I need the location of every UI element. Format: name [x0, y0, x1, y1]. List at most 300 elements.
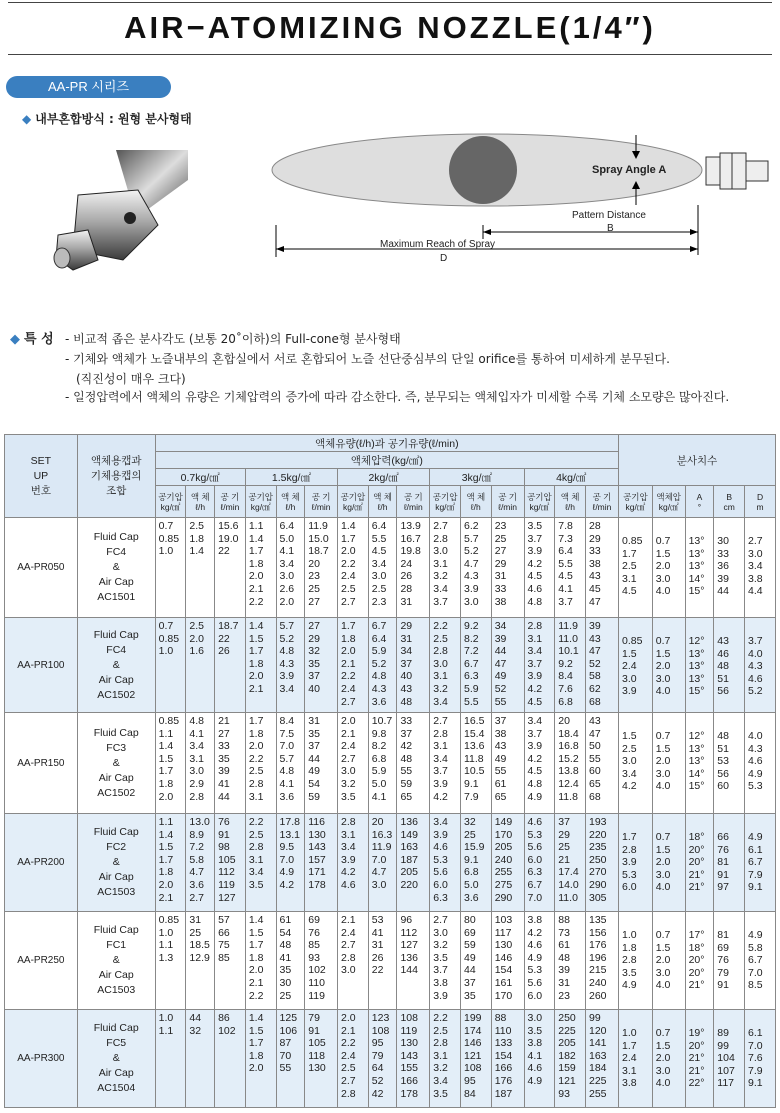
cell-value: 17°	[688, 929, 705, 941]
data-cell	[397, 518, 430, 618]
cell-value: 1.7	[248, 545, 264, 558]
cell-value: 3.9	[621, 856, 637, 869]
cell-value: 22	[218, 545, 230, 558]
data-cell	[305, 912, 338, 1010]
cell-value: 22	[218, 632, 230, 645]
cell-value: 21°	[688, 1064, 705, 1077]
cell-value: 255	[588, 1087, 607, 1100]
cell-value: 6.7	[463, 657, 479, 670]
cell-value: 52	[371, 1074, 384, 1087]
cell-value: 1.5	[621, 647, 637, 660]
cell-value: 24	[400, 557, 413, 570]
cell-value: 29	[308, 632, 320, 645]
cell-value: 3.4	[279, 557, 295, 570]
cell-value: 0.7	[655, 635, 671, 647]
cell-value: 69	[463, 926, 476, 939]
cell-value: 255	[494, 866, 513, 879]
cell-value: 3.8	[527, 914, 543, 926]
subheader-gas: 공 기 ℓ/min	[397, 486, 430, 518]
subheader-liq: 액 체 ℓ/h	[276, 486, 305, 518]
cell-value: 119	[400, 1024, 418, 1037]
nozzle-head-icon	[706, 153, 768, 189]
cell-value: 108	[463, 1062, 482, 1075]
data-cell	[491, 814, 524, 912]
cell-value: 2.6	[279, 582, 295, 595]
cell-value: 3.1	[248, 853, 264, 866]
cell-value: 59	[400, 777, 413, 790]
cell-value: 44	[494, 645, 507, 658]
cell-value: 6.7	[371, 620, 387, 632]
cell-value: 3.4	[621, 767, 637, 780]
cell-value: 5.3	[527, 828, 543, 841]
data-cell	[652, 713, 685, 814]
cell-value: 5.0	[371, 777, 387, 790]
cell-value: 2.2	[248, 752, 264, 765]
cell-value: 7.6	[748, 1052, 763, 1065]
cell-value: 27	[308, 620, 320, 632]
data-cell	[745, 518, 776, 618]
cell-value: 7.3	[558, 532, 573, 545]
subheader-air: 공기압 kg/㎠	[338, 486, 369, 518]
cell-value: 11.0	[558, 632, 578, 645]
cell-value: 6.0	[621, 881, 637, 894]
cell-value: 12.4	[558, 777, 579, 790]
cell-value: 4.2	[527, 752, 543, 765]
cell-value: 12°	[688, 635, 705, 647]
cell-value: 166	[400, 1074, 418, 1087]
cell-value: 4.8	[527, 777, 543, 790]
cell-value: 21°	[688, 881, 705, 894]
cell-value: 3.7	[433, 595, 448, 608]
cell-value: 4.1	[279, 777, 295, 790]
cell-value: 1.8	[248, 657, 264, 670]
cell-value: 14°	[688, 767, 705, 780]
data-cell	[155, 518, 186, 618]
data-cell	[397, 618, 430, 713]
data-cell	[215, 814, 246, 912]
cell-value: 3.1	[433, 1049, 448, 1062]
cell-value: 30	[279, 976, 292, 989]
cell-value: 58	[588, 670, 601, 683]
cell-value: 76	[717, 954, 729, 967]
set-up-number: AA-PR250	[5, 912, 78, 1010]
cell-value: 19.0	[218, 532, 239, 545]
cell-value: 4.9	[748, 767, 763, 780]
subheader-dim: 액체압 kg/㎠	[652, 486, 685, 518]
cell-value: 54	[279, 926, 292, 939]
cell-value: 2.7	[433, 715, 448, 727]
data-cell	[338, 912, 369, 1010]
cell-value: 2.0	[248, 964, 264, 977]
cell-value: 6.4	[279, 520, 295, 532]
cell-value: 0.7	[158, 520, 174, 532]
cell-value: 3.5	[433, 1087, 448, 1100]
cell-value: 7.2	[189, 841, 204, 854]
cell-value: 3.4	[433, 752, 448, 765]
cell-value: 1.7	[621, 1039, 637, 1052]
subheader-dim: B cm	[714, 486, 745, 518]
cell-value: 28	[588, 520, 601, 532]
port-hole	[124, 212, 136, 224]
cell-value: 1.5	[621, 730, 637, 742]
cell-value: 3.4	[189, 740, 204, 753]
header-dims: 분사치수	[618, 435, 775, 486]
cell-value: 6.8	[371, 752, 387, 765]
cell-value: 33	[494, 582, 507, 595]
cell-value: 61	[558, 939, 570, 952]
subheader-gas: 공 기 ℓ/min	[585, 486, 618, 518]
cell-value: 1.7	[341, 532, 356, 545]
cell-value: 97	[717, 881, 729, 894]
cell-value: 3.8	[433, 976, 448, 989]
cell-value: 37	[558, 816, 570, 828]
cell-value: 23	[558, 989, 570, 1002]
data-cell	[652, 618, 685, 713]
cell-value: 35	[279, 964, 292, 977]
cell-value: 3.1	[341, 828, 356, 841]
cell-value: 106	[279, 1024, 298, 1037]
cell-value: 43	[494, 740, 507, 753]
cell-value: 4.0	[655, 585, 671, 598]
cell-value: 7.9	[748, 1064, 763, 1077]
cell-value: 2.5	[433, 632, 448, 645]
diamond-icon: ◆	[10, 332, 20, 347]
data-cell	[305, 1010, 338, 1108]
cell-value: 121	[558, 1074, 576, 1087]
cell-value: 38	[494, 727, 507, 740]
cell-value: 3.8	[748, 572, 763, 585]
data-cell	[430, 518, 461, 618]
cell-value: 3.2	[433, 570, 448, 583]
cell-value: 6.4	[558, 545, 573, 558]
cell-value: 91	[717, 868, 729, 881]
cell-value: 3.4	[371, 557, 387, 570]
cell-value: 93	[558, 1087, 570, 1100]
cell-value: 15.0	[308, 532, 329, 545]
cell-value: 26	[371, 951, 384, 964]
cell-value: 38	[494, 595, 507, 608]
cell-value: 1.8	[248, 727, 264, 740]
cell-value: 4.9	[527, 790, 543, 803]
cell-value: 3.1	[621, 572, 637, 585]
data-cell	[460, 912, 491, 1010]
cell-value: 6.7	[527, 878, 543, 891]
cell-value: 51	[717, 742, 729, 755]
cell-value: 5.0	[463, 878, 479, 891]
cell-value: 5.9	[463, 682, 479, 695]
cap-combination: Fluid Cap FC3 & Air Cap AC1502	[77, 713, 155, 814]
data-cell	[555, 912, 586, 1010]
cell-value: 4.5	[558, 570, 573, 583]
set-up-number: AA-PR050	[5, 518, 78, 618]
cell-value: 29	[494, 557, 507, 570]
cell-value: 2.8	[527, 620, 543, 632]
cell-value: 48	[717, 730, 729, 742]
cell-value: 85	[308, 939, 320, 952]
cell-value: 4.1	[527, 1049, 543, 1062]
cell-value: 2.5	[371, 582, 387, 595]
subheader-liq: 액 체 ℓ/h	[555, 486, 586, 518]
cell-value: 3.5	[621, 966, 637, 979]
cell-value: 5.7	[279, 620, 295, 632]
cell-value: 2.0	[341, 715, 356, 727]
pressure-header: 0.7kg/㎠	[155, 469, 245, 486]
cell-value: 2.2	[341, 1037, 356, 1050]
cap-combination: Fluid Cap FC4 & Air Cap AC1502	[77, 618, 155, 713]
cell-value: 2.1	[341, 727, 356, 740]
data-cell	[186, 1010, 215, 1108]
cell-value: 13°	[688, 672, 705, 685]
cell-value: 55	[494, 765, 507, 778]
data-cell	[155, 814, 186, 912]
data-cell	[397, 1010, 430, 1108]
cell-value: 20	[308, 557, 320, 570]
cell-value: 15.6	[218, 520, 239, 532]
cell-value: 1.5	[248, 1024, 264, 1037]
cell-value: 6.8	[558, 695, 573, 708]
cell-value: 2.0	[248, 570, 264, 583]
data-cell	[555, 1010, 586, 1108]
cell-value: 6.0	[527, 853, 543, 866]
cell-value: 18.5	[189, 939, 210, 952]
diamond-icon: ◆	[22, 112, 32, 126]
cell-value: 1.4	[248, 532, 264, 545]
features-label	[10, 330, 54, 349]
cell-value: 4.8	[371, 670, 387, 683]
data-cell	[491, 518, 524, 618]
cell-value: 4.1	[279, 545, 295, 558]
cell-value: 2.8	[341, 1087, 356, 1100]
cell-value: 5.5	[558, 557, 573, 570]
cell-value: 275	[494, 878, 513, 891]
cell-value: 3.0	[341, 765, 356, 778]
cell-value: 43	[588, 715, 601, 727]
cell-value: 21°	[688, 1052, 705, 1065]
set-up-number: AA-PR150	[5, 713, 78, 814]
cell-value: 2.5	[621, 560, 637, 573]
cell-value: 8.4	[279, 715, 295, 727]
cell-value: 4.2	[341, 866, 356, 879]
cell-value: 2.7	[341, 695, 356, 708]
table-row	[5, 814, 776, 912]
max-reach-label: Maximum Reach of Spray	[380, 239, 496, 250]
cell-value: 184	[588, 1062, 607, 1075]
cell-value: 37	[308, 670, 320, 683]
cell-value: 136	[400, 816, 418, 828]
cell-value: 13°	[688, 647, 705, 660]
cell-value: 5.9	[371, 765, 387, 778]
data-cell	[685, 618, 714, 713]
cell-value: 5.3	[433, 853, 448, 866]
cell-value: 112	[400, 926, 418, 939]
cell-value: 102	[218, 1024, 236, 1037]
data-cell	[745, 912, 776, 1010]
cell-value: 8.9	[189, 828, 204, 841]
cell-value: 25	[308, 582, 320, 595]
cell-value: 1.6	[189, 645, 204, 658]
data-cell	[555, 618, 586, 713]
cell-value: 70	[279, 1049, 292, 1062]
cell-value: 11.9	[308, 520, 328, 532]
data-cell	[430, 618, 461, 713]
cell-value: 66	[717, 831, 729, 843]
cell-value: 1.3	[158, 951, 174, 964]
header-cap: 액체용캡과 기체용캡의 조합	[77, 435, 155, 518]
cell-value: 118	[308, 1049, 325, 1062]
cell-value: 33	[717, 547, 729, 560]
data-cell	[338, 518, 369, 618]
data-cell	[585, 518, 618, 618]
data-cell	[618, 518, 652, 618]
cell-value: 65	[588, 777, 601, 790]
cell-value: 6.3	[463, 670, 479, 683]
cell-value: 4.8	[189, 715, 204, 727]
cell-value: 43	[588, 632, 601, 645]
data-cell	[618, 814, 652, 912]
cell-value: 3.0	[433, 926, 448, 939]
cell-value: 143	[400, 1049, 418, 1062]
header-set: SET UP 번호	[5, 435, 78, 518]
cell-value: 171	[308, 866, 326, 879]
cell-value: 2.0	[655, 660, 671, 673]
cell-value: 20	[371, 816, 384, 828]
cell-value: 4.8	[527, 595, 543, 608]
cell-value: 3.4	[248, 866, 264, 879]
cell-value: 123	[371, 1012, 390, 1024]
feature-line: - 기체와 액체가 노즐내부의 혼합실에서 서로 혼합되어 노즐 선단중심부의 단일 orifice를 통하여 미세하게 분무된다.	[65, 352, 670, 366]
cell-value: 38	[588, 557, 601, 570]
cell-value: 66	[218, 926, 230, 939]
cell-value: 205	[400, 866, 418, 879]
cell-value: 68	[588, 695, 601, 708]
cell-value: 3.0	[655, 1064, 671, 1077]
cell-value: 3.1	[248, 790, 264, 803]
cell-value: 2.2	[248, 816, 264, 828]
data-cell	[714, 1010, 745, 1108]
cell-value: 0.7	[655, 535, 671, 547]
cell-value: 4.9	[527, 951, 543, 964]
cell-value: 46	[717, 647, 729, 660]
cell-value: 5.7	[463, 532, 479, 545]
cell-value: 20°	[688, 1039, 705, 1052]
cell-value: 88	[558, 914, 570, 926]
cell-value: 3.0	[655, 868, 671, 881]
cell-value: 99	[717, 1039, 729, 1052]
cell-value: 28	[400, 582, 413, 595]
cell-value: 2.0	[189, 632, 204, 645]
cell-value: 27	[308, 595, 320, 608]
cell-value: 44	[463, 964, 476, 977]
cell-value: 0.85	[158, 914, 180, 926]
cell-value: 3.1	[189, 752, 204, 765]
cell-value: 1.8	[158, 866, 174, 879]
cell-value: 7.2	[463, 645, 479, 658]
cell-value: 119	[308, 989, 325, 1002]
cell-value: 0.85	[158, 532, 180, 545]
cell-value: 161	[494, 976, 513, 989]
cell-value: 16.7	[400, 532, 421, 545]
table-row	[5, 518, 776, 618]
cell-value: 3.4	[527, 715, 543, 727]
cell-value: 35	[308, 727, 320, 740]
cell-value: 4.3	[279, 657, 295, 670]
data-cell	[524, 912, 555, 1010]
cell-value: 91	[308, 1024, 320, 1037]
cell-value: 3.4	[527, 645, 543, 658]
feature-line: (직진성이 매우 크다)	[76, 372, 186, 386]
cell-value: 22°	[688, 1077, 705, 1090]
cell-value: 23	[308, 570, 320, 583]
cell-value: 3.0	[433, 657, 448, 670]
cell-value: 1.7	[248, 939, 264, 952]
cell-value: 2.8	[433, 645, 448, 658]
nozzle-photo	[18, 140, 188, 290]
cell-value: 149	[494, 816, 513, 828]
cell-value: 20°	[688, 966, 705, 979]
cell-value: 10.7	[371, 715, 393, 727]
cell-value: 130	[308, 828, 326, 841]
cell-value: 95	[463, 1074, 476, 1087]
cell-value: 1.0	[621, 1027, 637, 1039]
cell-value: 7.9	[463, 790, 479, 803]
cell-value: 1.4	[341, 520, 356, 532]
cell-value: 79	[371, 1049, 384, 1062]
cell-value: 2.2	[248, 595, 264, 608]
data-cell	[618, 713, 652, 814]
cell-value: 1.7	[248, 1037, 264, 1050]
data-cell	[368, 618, 397, 713]
cell-value: 1.8	[248, 1049, 264, 1062]
cell-value: 11.8	[558, 790, 578, 803]
cell-value: 130	[400, 1037, 418, 1050]
cell-value: 157	[308, 853, 326, 866]
cell-value: 55	[588, 752, 601, 765]
cell-value: 196	[588, 951, 607, 964]
cell-value: 4.9	[748, 929, 763, 941]
cell-value: 2.1	[248, 682, 264, 695]
cell-value: 25	[279, 989, 292, 1002]
cell-value: 1.8	[189, 532, 204, 545]
cell-value: 1.1	[158, 939, 174, 952]
cell-value: 2.7	[189, 891, 204, 904]
cell-value: 3.5	[248, 878, 264, 891]
cell-value: 0.85	[158, 715, 180, 727]
cell-value: 3.0	[463, 595, 479, 608]
cell-value: 3.4	[341, 841, 356, 854]
cell-value: 3.0	[371, 570, 387, 583]
cell-value: 3.0	[655, 572, 671, 585]
data-cell	[491, 1010, 524, 1108]
cell-value: 4.5	[527, 570, 543, 583]
cell-value: 163	[400, 841, 418, 854]
feature-line: - 비교적 좁은 분사각도 (보통 20˚이하)의 Full-cone형 분사형태	[65, 332, 401, 346]
data-cell	[524, 814, 555, 912]
data-cell	[155, 912, 186, 1010]
cap-combination: Fluid Cap FC4 & Air Cap AC1501	[77, 518, 155, 618]
cell-value: 69	[308, 914, 320, 926]
data-cell	[338, 1010, 369, 1108]
cell-value: 1.4	[189, 545, 204, 558]
cell-value: 32	[189, 1024, 202, 1037]
cell-value: 4.2	[621, 780, 637, 793]
cell-value: 182	[558, 1049, 576, 1062]
cell-value: 7.8	[558, 520, 573, 532]
data-cell	[714, 713, 745, 814]
data-cell	[368, 713, 397, 814]
cell-value: 104	[717, 1052, 735, 1065]
cell-value: 22	[371, 964, 384, 977]
spray-pattern-circle	[449, 136, 517, 204]
